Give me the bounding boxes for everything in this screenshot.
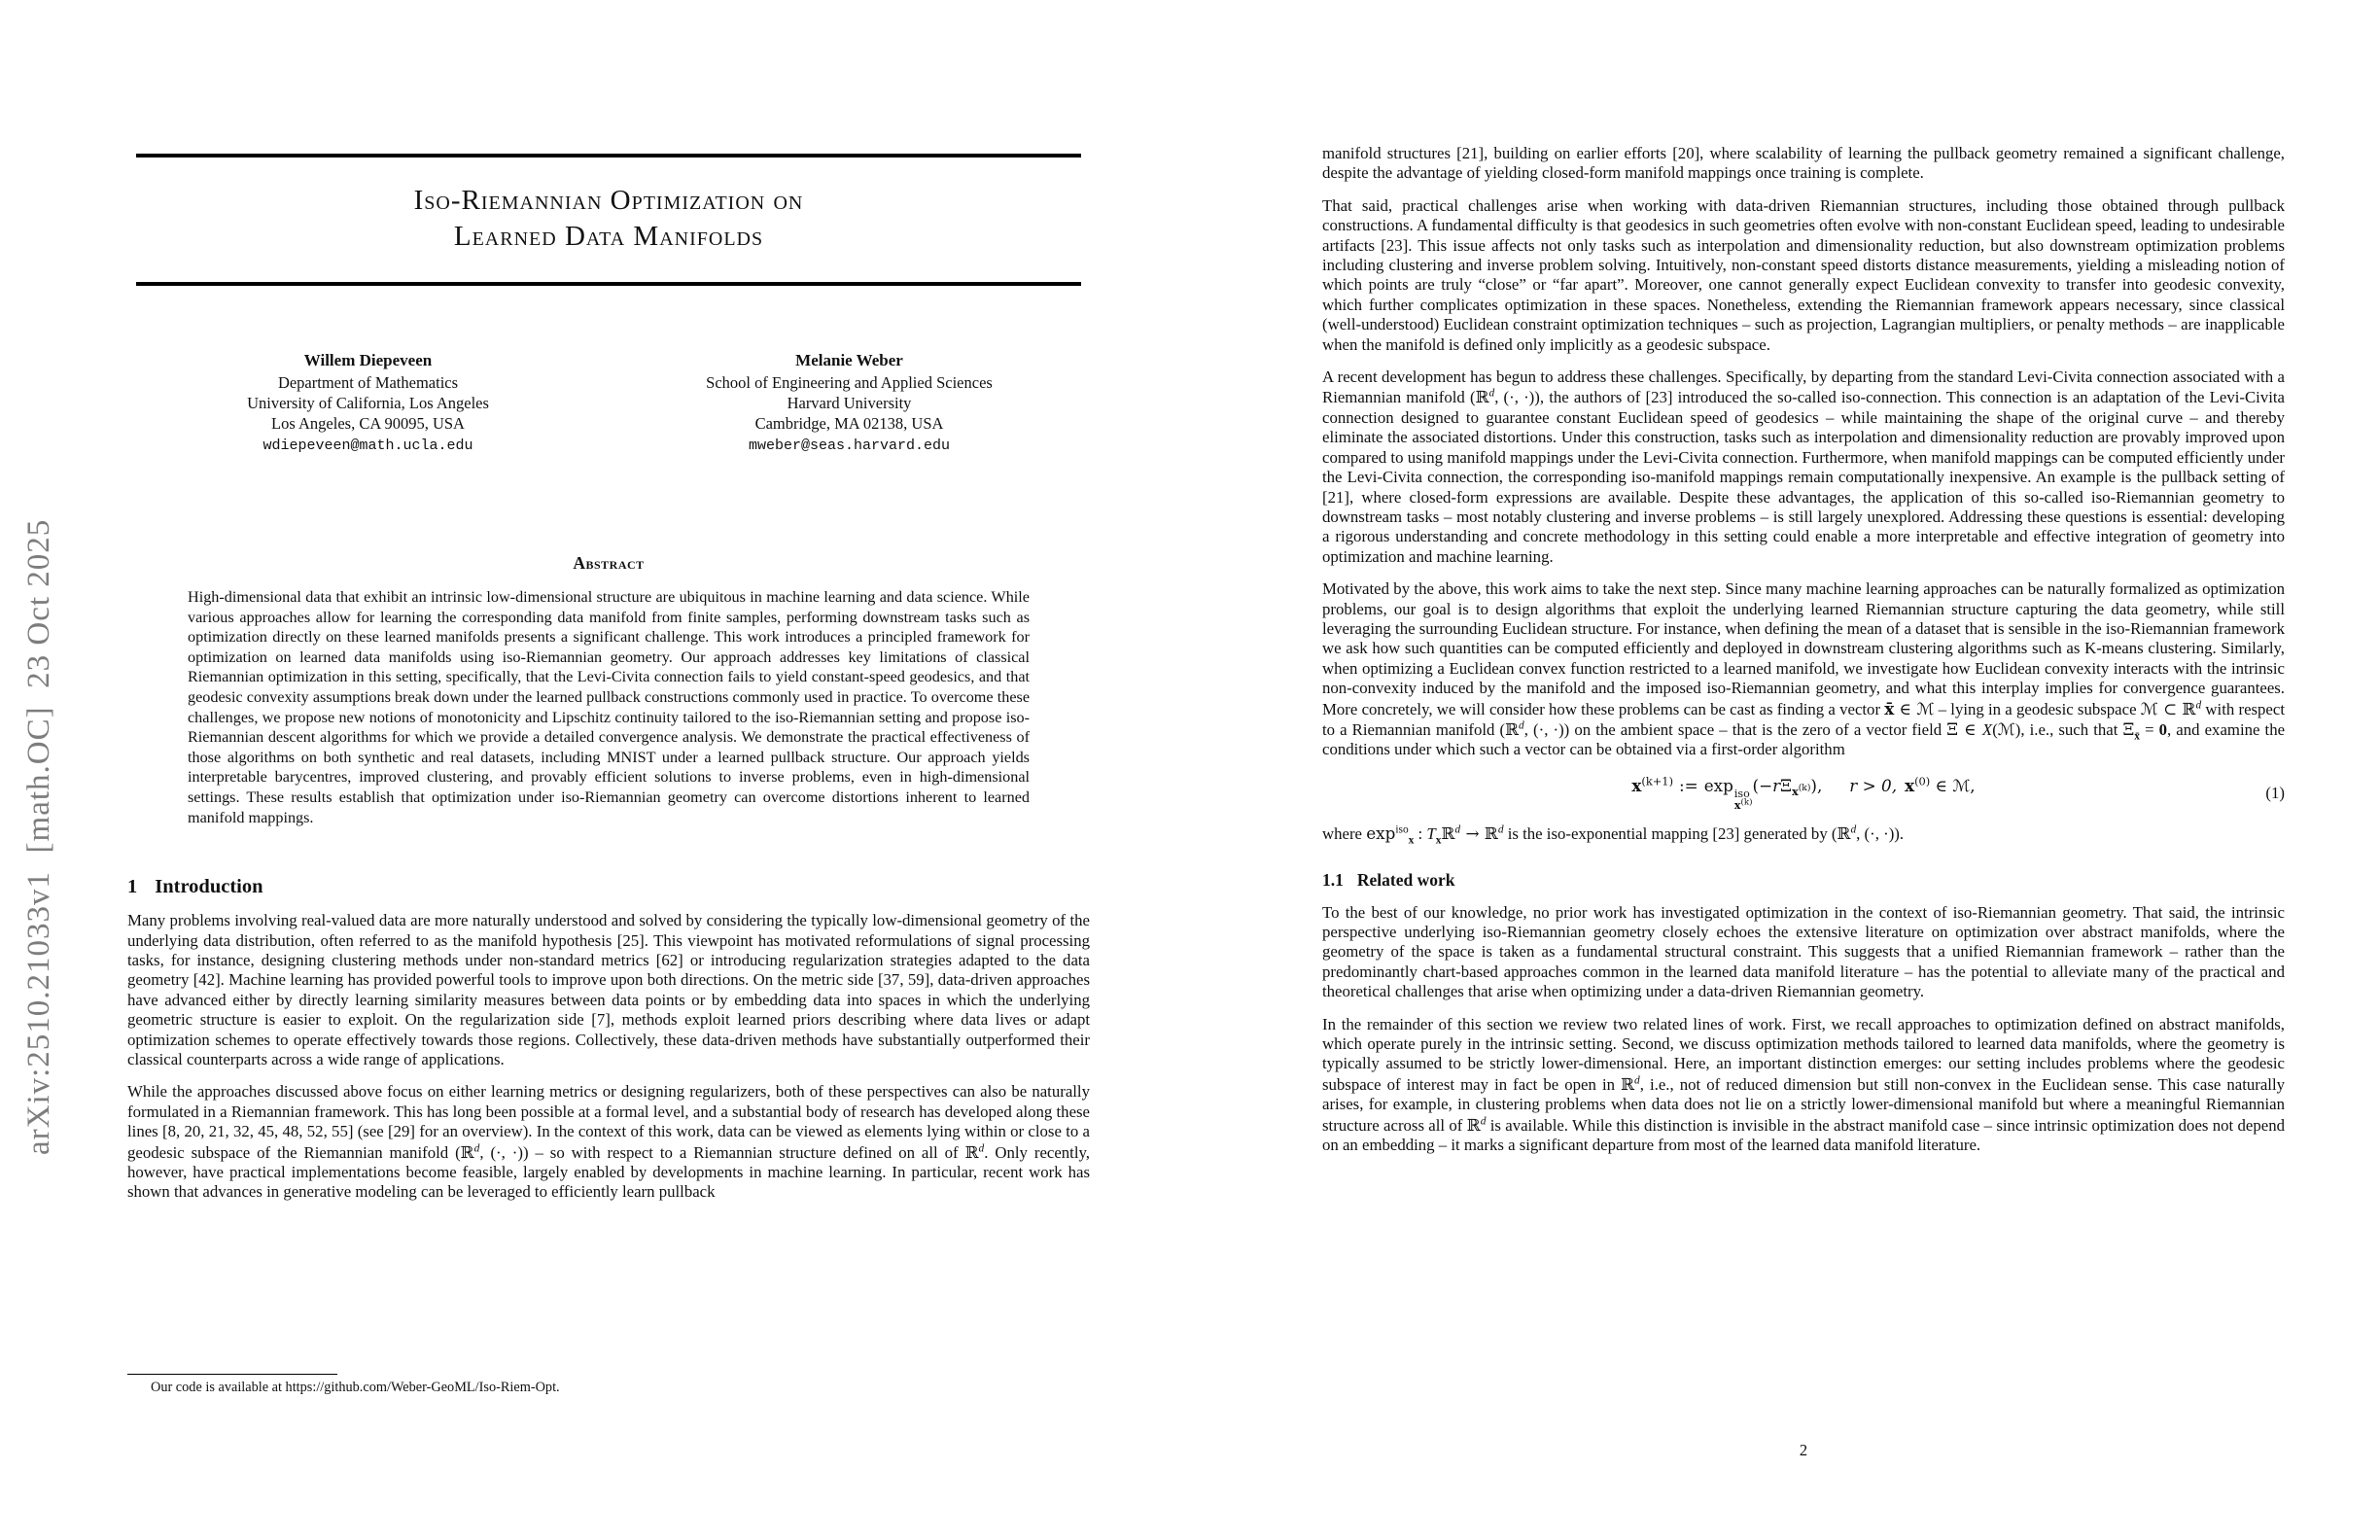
author-1-affiliation-line: University of California, Los Angeles bbox=[247, 394, 489, 412]
intro-paragraph-1: Many problems involving real-valued data are more naturally understood and solved by considering the typically low-dimensional geometry of the underlying data distribution, often referred to as the manifold hypothesis [25]. This viewpoint has motivated reformulations of signal processing tasks, for instance, designing clustering methods under non-standard metrics [62] or introducing regularization strategies adapted to the data geometry [42]. Machine learning has provided powerful tools to improve upon both directions. On the metric side [37, 59], data-driven approaches have advanced either by directly learning similarity measures between data points or by embedding data into spaces in which the underlying geometric structure is easier to exploit. On the regularization side [7], methods exploit learned priors describing where data lives or adapt optimization schemes to operate effectively towards those regions. Collectively, these data-driven methods have substantially outperformed their classical counterparts across a wide range of applications. bbox=[127, 911, 1090, 1068]
section-1-heading bbox=[127, 876, 1090, 898]
eq-exp-scripts: iso $x^{(k)}$ bbox=[1733, 787, 1753, 812]
section-1-1-number: 1.1 bbox=[1322, 869, 1344, 890]
footnote bbox=[127, 1374, 1090, 1396]
author-1-affiliation-line: Department of Mathematics bbox=[277, 373, 459, 392]
equation-1 bbox=[1322, 776, 2285, 811]
footnote-text: Our code is available at https://github.com/Weber-GeoML/Iso-Riem-Opt. bbox=[151, 1380, 560, 1395]
equation-where-line: where $\exp^{iso}_x$ : $T_xℝ^d$ → ℝ$^d$ is the iso-exponential mapping [23] generated by (ℝ$^d$, (·, ·)). bbox=[1322, 823, 1905, 847]
title-block bbox=[136, 154, 1081, 286]
footnote-rule bbox=[127, 1374, 337, 1375]
author-1 bbox=[127, 350, 609, 456]
eq-lhs: x bbox=[1631, 775, 1642, 795]
related-work-paragraph-1: To the best of our knowledge, no prior work has investigated optimization in the context of iso-Riemannian geometry. That said, the intrinsic perspective underlying iso-Riemannian geometry closely echoes the extensive literature on optimization over abstract manifolds, where the geometry of the space is taken as a fundamental structural constraint. This suggests that a unified Riemannian framework – rather than the predominantly chart-based approaches common in the learned data manifold literature – has the potential to alleviate many of the practical and theoretical challenges that arise when optimizing under a data-driven Riemannian geometry. bbox=[1322, 902, 2285, 1001]
intro-paragraph-2: While the approaches discussed above focus on either learning metrics or designing regularizers, both of these perspectives can also be naturally formulated in a Riemannian framework. This has long been possible at a formal level, and a substantial body of research has developed along these lines [8, 20, 21, 32, 45, 48, 52, 55] (see [29] for an overview). In the context of this work, data can be viewed as elements lying within or close to a geodesic subspace of the Riemannian manifold (ℝ$^d$, (·, ·)) – so with respect to a Riemannian structure defined on all of ℝ$^d$. Only recently, however, have practical implementations become feasible, largely enabled by developments in machine learning. In particular, recent work has shown that advances in generative modeling can be leveraged to efficiently learn pullback bbox=[127, 1082, 1090, 1202]
author-2-email: mweber@seas.harvard.edu bbox=[748, 438, 951, 454]
body-paragraph: Motivated by the above, this work aims to take the next step. Since many machine learning approaches can be naturally formalized as optimization problems, our goal is to design algorithms that exploit the underlying learned Riemannian structure capturing the data geometry, while still leveraging the surrounding Euclidean structure. For instance, when defining the mean of a dataset that is sensible in the iso-Riemannian framework we ask how such quantities can be computed efficiently and deployed in downstream clustering algorithms such as K-means clustering. Similarly, when optimizing a Euclidean convex function restricted to a learned manifold, we investigate how Euclidean convexity interacts with the intrinsic non-convexity induced by the manifold and the imposed iso-Riemannian geometry, and what this interplay implies for convergence guarantees. More concretely, we will consider how these problems can be cast as finding a vector x̄ ∈ ℳ – lying in a geodesic subspace ℳ ⊂ ℝ$^d$ with respect to a Riemannian manifold (ℝ$^d$, (·, ·)) on the ambient space – that is the zero of a vector field Ξ ∈ X(ℳ), i.e., such that $\Xi_{x̄} = 0$, and examine the conditions under which such a vector can be obtained via a first-order algorithm bbox=[1322, 579, 2286, 759]
eq-step-size: −r bbox=[1759, 775, 1781, 795]
related-work-paragraph-2: In the remainder of this section we review two related lines of work. First, we recall approaches to optimization defined on abstract manifolds, which operate purely in the intrinsic setting. Second, we discuss optimization methods tailored to learned data manifolds, where the geometry is typically assumed to be strictly lower-dimensional. Here, an important distinction emerges: our setting includes problems where the geodesic subspace of interest may in fact be open in ℝ$^d$, i.e., not of reduced dimension but still non-convex in the Euclidean sense. This case naturally arises, for example, in clustering problems when data does not lie on a strictly lower-dimensional manifold but where a meaningful Riemannian structure across all of ℝ$^d$ is available. While this distinction is invisible in the abstract manifold case – since intrinsic optimization does not depend on an embedding – it marks a significant departure from most of the learned data manifold literature. bbox=[1322, 1014, 2286, 1155]
body-paragraph: manifold structures [21], building on earlier efforts [20], where scalability of learning the pullback geometry remained a significant challenge, despite the advantage of yielding closed-form manifold mappings once training is complete. bbox=[1322, 144, 2285, 183]
author-2-name: Melanie Weber bbox=[795, 351, 903, 369]
abstract-heading: Abstract bbox=[573, 553, 645, 573]
author-1-name: Willem Diepeveen bbox=[303, 351, 433, 369]
eq-vector-field: Ξ bbox=[1780, 775, 1792, 795]
page-2 bbox=[1322, 144, 2285, 1155]
page-number: 2 bbox=[1799, 1441, 1808, 1459]
paper-title-line2: Learned Data Manifolds bbox=[453, 221, 764, 252]
author-1-affiliation-line: Los Angeles, CA 90095, USA bbox=[271, 414, 465, 433]
eq-relation: := bbox=[1679, 775, 1698, 795]
paper-title bbox=[136, 183, 1081, 255]
author-2-affiliation-line: School of Engineering and Applied Sciences bbox=[706, 373, 993, 392]
eq-lhs-sup: (k+1) bbox=[1641, 774, 1674, 788]
author-1-email: wdiepeveen@math.ucla.edu bbox=[262, 438, 473, 454]
arxiv-watermark: arXiv:2510.21033v1 [math.OC] 23 Oct 2025 bbox=[21, 518, 56, 1155]
body-paragraph: A recent development has begun to address these challenges. Specifically, by departing from the standard Levi-Civita connection associated with a Riemannian manifold (ℝ$^d$, (·, ·)), the authors of [23] introduced the so-called iso-connection. This connection is an adaptation of the Levi-Civita connection designed to guarantee constant Euclidean speed of geodesics – while maintaining the shape of the original curve – and thereby eliminate the associated distortions. Under this construction, tasks such as interpolation and dimensionality reduction are provably improved upon compared to using manifold mappings under the Levi-Civita connection. Furthermore, when manifold mappings can be computed efficiently under the Levi-Civita connection, the corresponding iso-manifold mappings remain computationally inexpensive. An example is the pullback setting of [21], where closed-form expressions are available. Despite these advantages, the application of this so-called iso-Riemannian geometry to downstream tasks – most notably clustering and inverse problems – is still largely unexplored. Addressing these questions is essential: developing a rigorous understanding and concrete methodology in this setting could enable a more interpretable and effective integration of geometry into optimization and machine learning. bbox=[1322, 368, 2285, 566]
eq-exp-operator: exp bbox=[1703, 775, 1733, 795]
section-1-1-heading bbox=[1322, 870, 2285, 891]
equation-1-tag: (1) bbox=[2265, 783, 2285, 802]
section-1-1-title: Related work bbox=[1356, 869, 1455, 890]
author-2-affiliation-line: Cambridge, MA 02138, USA bbox=[754, 414, 944, 433]
eq-field-sub: x(k) bbox=[1791, 784, 1811, 799]
eq-condition: r > 0, bbox=[1849, 775, 1898, 795]
section-1-number: 1 bbox=[127, 876, 138, 898]
author-2 bbox=[609, 350, 1090, 456]
equation-1-body: $x^{(k+1)}$ := exp iso $x^{(k)}$ $(-r\Xi_{x^{(k)}})$, r > 0, $x^{(0)}$ ∈ ℳ, bbox=[1631, 774, 1976, 812]
author-block bbox=[127, 350, 1090, 456]
page-1 bbox=[127, 154, 1090, 1203]
body-paragraph: That said, practical challenges arise when working with data-driven Riemannian structures, including those obtained through pullback constructions. A fundamental difficulty is that geodesics in such geometries often evolve with non-constant Euclidean speed, leading to undesirable artifacts [23]. This issue affects not only tasks such as interpolation and dimensionality reduction, but also downstream optimization problems including clustering and inverse problem solving. Intuitively, non-constant speed distorts distance measurements, yielding a misleading notion of which points are truly “close” or “far apart”. Moreover, one cannot generally expect Euclidean convexity to transfer into geodesic convexity, which further complicates optimization in these spaces. Nonetheless, extending the Riemannian framework appears necessary, since classical (well-understood) Euclidean constraint optimization techniques – such as projection, Lagrangian multipliers, or penalty methods – are inapplicable when the manifold is defined only implicitly as a geodesic subspace. bbox=[1322, 195, 2285, 354]
paper-title-line1: Iso-Riemannian Optimization on bbox=[413, 185, 804, 216]
author-2-affiliation-line: Harvard University bbox=[787, 394, 912, 412]
section-1-title: Introduction bbox=[155, 876, 263, 898]
eq-init: x bbox=[1905, 775, 1915, 795]
eq-membership: ∈ ℳ, bbox=[1930, 775, 1976, 795]
abstract-text: High-dimensional data that exhibit an intrinsic low-dimensional structure are ubiquitous in machine learning and data science. While various approaches allow for learning the corresponding data manifold from finite samples, performing downstream tasks such as optimization directly on these learned manifolds presents a significant challenge. This work introduces a principled framework for optimization on learned data manifolds using iso-Riemannian geometry. Our approach addresses key limitations of classical Riemannian optimization in this setting, specifically, that the Levi-Civita connection fails to yield constant-speed geodesics, and that geodesic convexity assumptions break down under the learned pullback constructions commonly used in practice. To overcome these challenges, we propose new notions of monotonicity and Lipschitz continuity tailored to the iso-Riemannian setting and propose iso-Riemannian descent algorithms for which we provide a detailed convergence analysis. We demonstrate the practical effectiveness of those algorithms on both synthetic and real datasets, including MNIST under a learned pullback structure. Our approach yields interpretable barycentres, improved clustering, and provably efficient solutions to inverse problems, even in high-dimensional settings. These results establish that optimization under iso-Riemannian geometry can overcome distortions inherent to learned manifold mappings. bbox=[188, 588, 1030, 826]
